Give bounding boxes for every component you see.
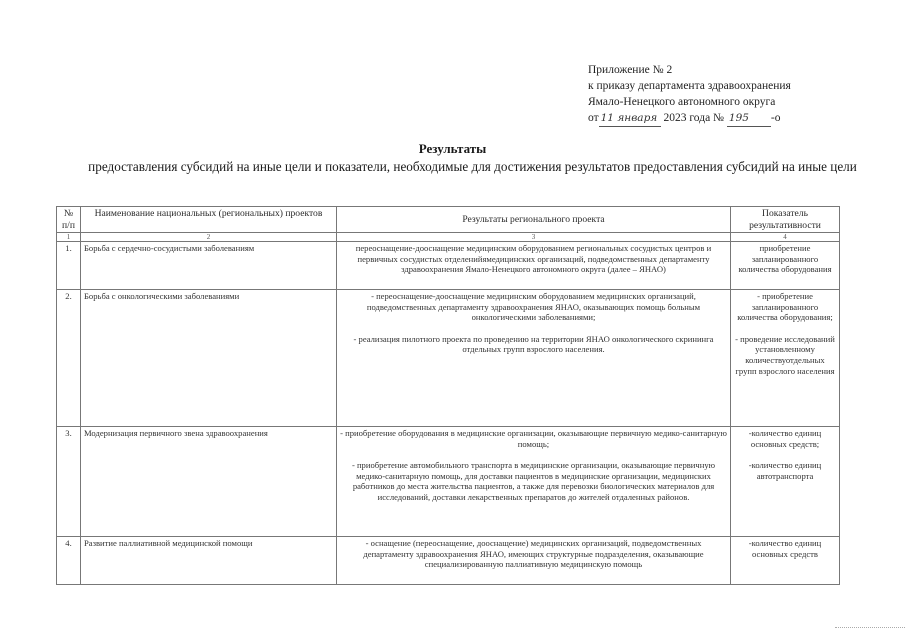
result-item: - реализация пилотного проекта по проведению на территории ЯНАО онкологического скрининга отдельных групп взрослого населения. <box>353 333 714 355</box>
column-number: 2 <box>81 233 337 242</box>
indicator-item: приобретение запланированного количества оборудования <box>738 243 832 275</box>
result-item: переоснащение-дооснащение медицинским оборудованием региональных сосудистых центров и первичных сосудистых отделенийямедицинских организаций, подведомственных департаменту здравоохранения Ямало-Ненецкого автономного округа (далее – ЯНАО) <box>355 243 712 275</box>
header-num: № п/п <box>57 207 81 233</box>
column-number-row <box>57 233 840 242</box>
project-results <box>337 242 731 290</box>
header-project: Наименование национальных (региональных) проектов <box>81 207 337 233</box>
column-number: 1 <box>57 233 81 242</box>
results-table <box>56 206 840 585</box>
indicator <box>731 242 840 290</box>
indicator <box>731 537 840 585</box>
appendix-line-3: Ямало-Ненецкого автономного округа <box>588 96 776 108</box>
table-row <box>57 290 840 427</box>
appendix-line-2: к приказу департамента здравоохранения <box>588 80 791 92</box>
indicator-item: - проведение исследований установленному количествуотдельных групп взрослого населения <box>735 333 835 376</box>
row-number: 3. <box>57 427 81 537</box>
row-number: 4. <box>57 537 81 585</box>
project-results <box>337 427 731 537</box>
document-subtitle: предоставления субсидий на иные цели и показатели, необходимые для достижения результатов предоставления субсидий на иные цели <box>88 159 857 174</box>
appendix-suffix: -о <box>770 112 781 124</box>
result-item: - переоснащение-дооснащение медицинским оборудованием медицинских организаций, подведомственных департаменту здравоохранения ЯНАО, оказывающих помощь больным онкологическими заболеваниями; <box>366 291 701 323</box>
project-name: Развитие паллиативной медицинской помощи <box>81 537 337 585</box>
appendix-line-1: Приложение № 2 <box>588 64 673 76</box>
table-row <box>57 537 840 585</box>
document-title: Результаты <box>418 141 487 156</box>
project-results <box>337 537 731 585</box>
project-name: Модернизация первичного звена здравоохранения <box>81 427 337 537</box>
handwritten-number: 195 <box>727 110 771 127</box>
table-header-row <box>57 207 840 233</box>
appendix-prefix: от <box>588 112 599 124</box>
appendix-header <box>588 62 791 127</box>
result-item: - приобретение оборудования в медицинские организации, оказывающие первичную медико-санитарную помощь; <box>340 428 727 449</box>
column-number: 3 <box>337 233 731 242</box>
result-item: - оснащение (переоснащение, дооснащение) медицинских организаций, подведомственных департаменту здравоохранения ЯНАО, имеющих структурные подразделения, оказывающие специализированную паллиативную медицинскую помощь <box>363 538 704 570</box>
header-indicator: Показатель результативности <box>731 207 840 233</box>
indicator <box>731 427 840 537</box>
table-row <box>57 242 840 290</box>
project-name: Борьба с сердечно-сосудистыми заболеваниям <box>81 242 337 290</box>
indicator <box>731 290 840 427</box>
indicator-item: -количество единиц автотранспорта <box>748 460 822 481</box>
indicator-item: -количество единиц основных средств <box>748 538 822 559</box>
indicator-item: -количество единиц основных средств; <box>748 428 822 449</box>
appendix-year: 2023 года № <box>663 112 725 124</box>
project-results <box>337 290 731 427</box>
column-number: 4 <box>731 233 840 242</box>
table-row <box>57 427 840 537</box>
handwritten-date: 11 января <box>599 110 661 127</box>
scan-edge-mark <box>835 627 905 640</box>
row-number: 1. <box>57 242 81 290</box>
result-item: - приобретение автомобильного транспорта в медицинские организации, оказывающие первичную медико-санитарную помощь, для доставки пациентов в медицинские организации, медицинских работников до места жительства пациентов, а также для перевозки биологических материалов для исследований, доставки лекарственных препаратов до жителей отдаленных районов. <box>351 460 716 502</box>
indicator-item: - приобретение запланированного количества оборудования; <box>737 291 833 323</box>
row-number: 2. <box>57 290 81 427</box>
header-results: Результаты регионального проекта <box>337 207 731 233</box>
project-name: Борьба с онкологическими заболеваниями <box>81 290 337 427</box>
appendix-line-4 <box>588 110 791 127</box>
